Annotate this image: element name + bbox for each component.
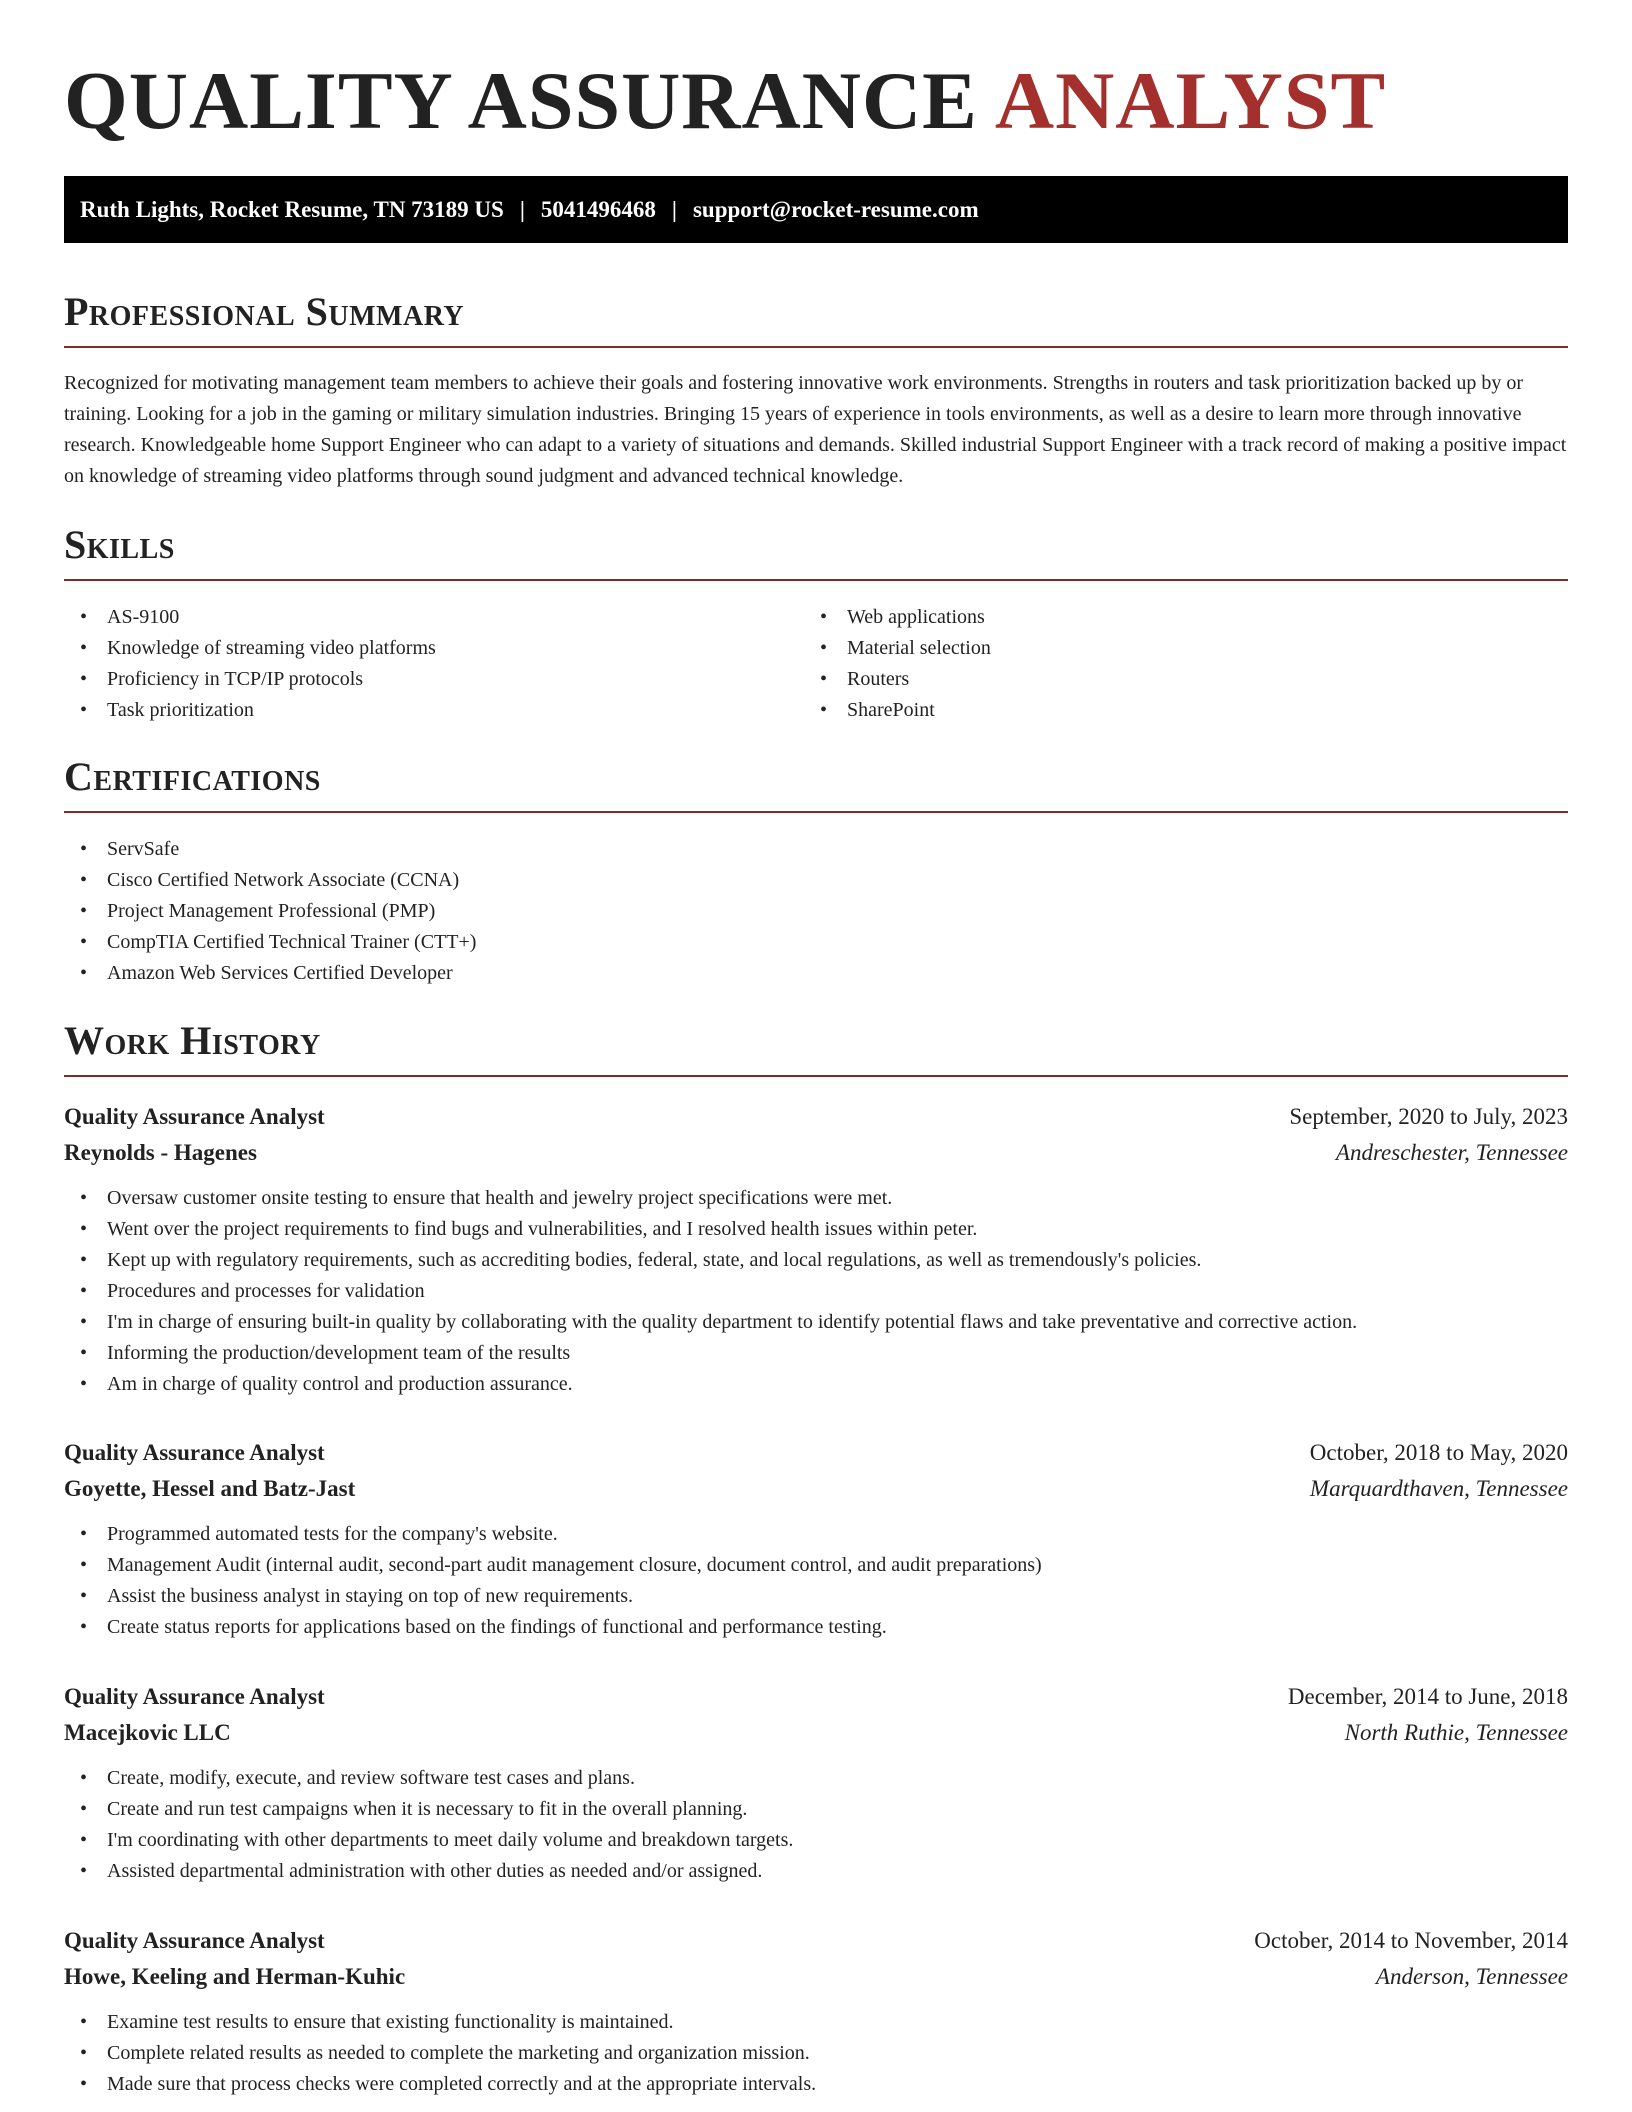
job-entry xyxy=(64,1435,1568,1643)
certification-item: • Cisco Certified Network Associate (CCNA) xyxy=(64,865,476,896)
job-bullet: • Create status reports for applications based on the findings of functional and performance testing. xyxy=(64,1612,1568,1643)
contact-bar xyxy=(64,176,1568,243)
certification-item: • ServSafe xyxy=(64,834,476,865)
contact-phone: 5041496468 xyxy=(540,196,656,222)
skills-heading: Skills xyxy=(64,521,1568,581)
job-entry xyxy=(64,1923,1568,2100)
skill-item: • AS-9100 xyxy=(64,602,436,633)
job-bullet: • Create, modify, execute, and review software test cases and plans. xyxy=(64,1763,1568,1794)
job-title: Quality Assurance Analyst xyxy=(64,1928,325,1953)
job-company: Howe, Keeling and Herman-Kuhic xyxy=(64,1964,406,1989)
job-bullet: • Informing the production/development team of the results xyxy=(64,1338,1568,1369)
skills-list-right xyxy=(804,602,991,726)
job-title: Quality Assurance Analyst xyxy=(64,1440,325,1465)
job-bullet: • Programmed automated tests for the company's website. xyxy=(64,1519,1568,1550)
certifications-list xyxy=(64,834,476,989)
contact-separator: | xyxy=(519,196,525,222)
skill-item: • Material selection xyxy=(804,633,991,664)
skills-list-left xyxy=(64,602,436,726)
contact-separator: | xyxy=(671,196,677,222)
job-bullet: • Management Audit (internal audit, second-part audit management closure, document control, and audit preparations) xyxy=(64,1550,1568,1581)
job-dates: December, 2014 to June, 2018 xyxy=(1287,1684,1568,1709)
job-bullet: • Assisted departmental administration with other duties as needed and/or assigned. xyxy=(64,1856,1568,1887)
job-bullets xyxy=(64,1183,1568,1400)
contact-email: support@rocket-resume.com xyxy=(692,196,979,222)
job-dates: September, 2020 to July, 2023 xyxy=(1289,1104,1568,1129)
job-location: Andreschester, Tennessee xyxy=(1335,1140,1568,1165)
job-entry xyxy=(64,1679,1568,1887)
job-entry xyxy=(64,1099,1568,1400)
title-part-1: QUALITY ASSURANCE xyxy=(64,55,978,146)
contact-address: Ruth Lights, Rocket Resume, TN 73189 US xyxy=(80,196,504,222)
job-bullet: • Procedures and processes for validation xyxy=(64,1276,1568,1307)
job-bullet: • Complete related results as needed to complete the marketing and organization mission. xyxy=(64,2038,1568,2069)
job-title: Quality Assurance Analyst xyxy=(64,1684,325,1709)
skill-item: • Web applications xyxy=(804,602,991,633)
job-bullet: • Went over the project requirements to find bugs and vulnerabilities, and I resolved health issues within peter. xyxy=(64,1214,1568,1245)
skill-item: • Proficiency in TCP/IP protocols xyxy=(64,664,436,695)
summary-heading: Professional Summary xyxy=(64,288,1568,348)
job-bullet: • Kept up with regulatory requirements, such as accrediting bodies, federal, state, and local regulations, as well as tremendously's policies. xyxy=(64,1245,1568,1276)
job-bullet: • Oversaw customer onsite testing to ensure that health and jewelry project specifications were met. xyxy=(64,1183,1568,1214)
skill-item: • Routers xyxy=(804,664,991,695)
summary-text: Recognized for motivating management team members to achieve their goals and fostering innovative work environments. Strengths in routers and task prioritization backed up by or training. Looking for a job in the gaming or military simulation industries. Bringing 15 years of experience in tools environments, as well as a desire to learn more through innovative research. Knowledgeable home Support Engineer who can adapt to a variety of situations and demands. Skilled industrial Support Engineer with a track record of making a positive impact on knowledge of streaming video platforms through sound judgment and advanced technical knowledge. xyxy=(64,372,1567,487)
job-bullet: • Am in charge of quality control and production assurance. xyxy=(64,1369,1568,1400)
certification-item: • CompTIA Certified Technical Trainer (CTT+) xyxy=(64,927,476,958)
job-dates: October, 2014 to November, 2014 xyxy=(1254,1928,1568,1953)
job-location: Marquardthaven, Tennessee xyxy=(1309,1476,1568,1501)
title-part-2: ANALYST xyxy=(994,55,1387,146)
resume-title xyxy=(64,52,1386,150)
certifications-heading: Certifications xyxy=(64,753,1568,813)
job-bullet: • Assist the business analyst in staying on top of new requirements. xyxy=(64,1581,1568,1612)
job-bullets xyxy=(64,1519,1568,1643)
certification-item: • Project Management Professional (PMP) xyxy=(64,896,476,927)
certification-item: • Amazon Web Services Certified Developer xyxy=(64,958,476,989)
skill-item: • Task prioritization xyxy=(64,695,436,726)
job-bullets xyxy=(64,2007,1568,2100)
skill-item: • Knowledge of streaming video platforms xyxy=(64,633,436,664)
job-company: Macejkovic LLC xyxy=(64,1720,231,1745)
job-bullet: • I'm in charge of ensuring built-in quality by collaborating with the quality department to identify potential flaws and take preventative and corrective action. xyxy=(64,1307,1568,1338)
job-dates: October, 2018 to May, 2020 xyxy=(1309,1440,1568,1465)
job-bullet: • I'm coordinating with other departments to meet daily volume and breakdown targets. xyxy=(64,1825,1568,1856)
job-title: Quality Assurance Analyst xyxy=(64,1104,325,1129)
job-bullet: • Examine test results to ensure that existing functionality is maintained. xyxy=(64,2007,1568,2038)
job-company: Goyette, Hessel and Batz-Jast xyxy=(64,1476,356,1501)
job-bullet: • Made sure that process checks were completed correctly and at the appropriate intervals. xyxy=(64,2069,1568,2100)
job-company: Reynolds - Hagenes xyxy=(64,1140,257,1165)
job-location: Anderson, Tennessee xyxy=(1375,1964,1568,1989)
job-bullets xyxy=(64,1763,1568,1887)
skill-item: • SharePoint xyxy=(804,695,991,726)
job-bullet: • Create and run test campaigns when it is necessary to fit in the overall planning. xyxy=(64,1794,1568,1825)
job-location: North Ruthie, Tennessee xyxy=(1344,1720,1568,1745)
work-history-heading: Work History xyxy=(64,1017,1568,1077)
